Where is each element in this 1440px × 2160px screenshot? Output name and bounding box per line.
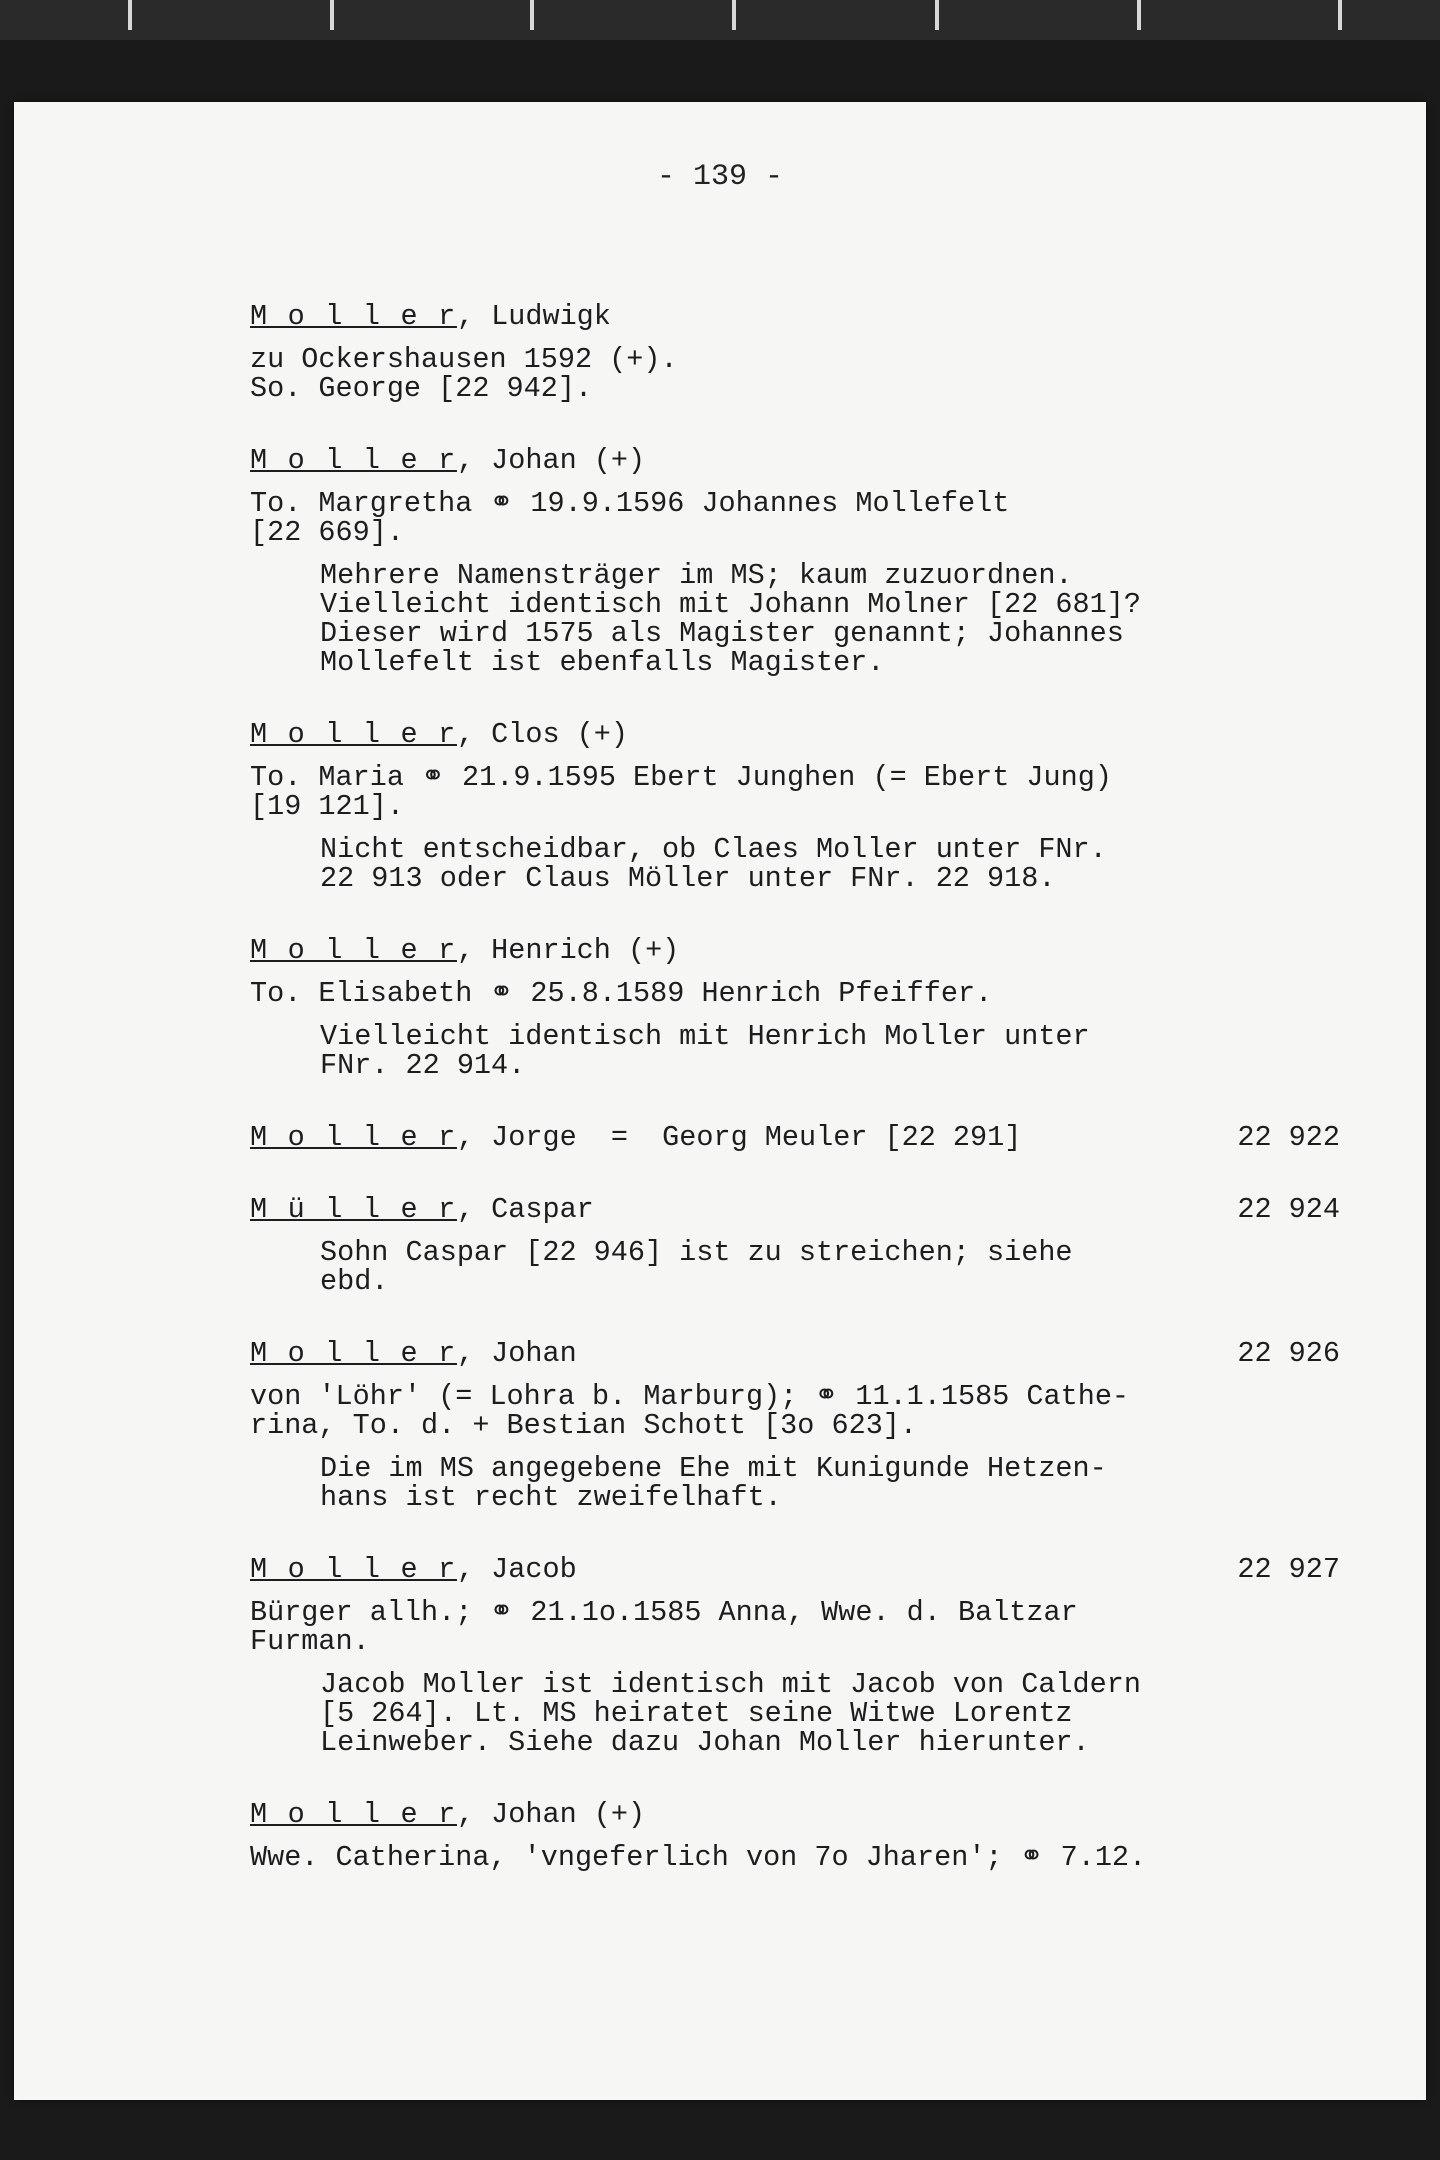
entry-given-name: , Johan (+): [456, 444, 646, 477]
entry-given-name: , Clos (+): [456, 718, 628, 751]
entry-note: [250, 561, 1360, 677]
entry-details: [250, 1382, 1360, 1440]
detail-line: Bürger allh.; ⚭ 21.1o.1585 Anna, Wwe. d. Baltzar: [250, 1596, 1078, 1629]
entry-surname: M o l l e r: [250, 718, 457, 751]
entry-note: [250, 1670, 1360, 1757]
detail-line: von 'Löhr' (= Lohra b. Marburg); ⚭ 11.1.1585 Cathe-: [250, 1380, 1130, 1413]
note-line: Vielleicht identisch mit Johann Molner [22 681]?: [320, 588, 1141, 621]
entry-details: [250, 979, 1360, 1008]
detail-line: To. Maria ⚭ 21.9.1595 Ebert Junghen (= Ebert Jung): [250, 761, 1112, 794]
entry-heading: [250, 1195, 1360, 1224]
ruler-tick: [935, 0, 939, 30]
entry-heading: [250, 1339, 1360, 1368]
page-number: - 139 -: [656, 160, 784, 194]
ruler-tick: [128, 0, 132, 30]
detail-line: Furman.: [250, 1625, 370, 1658]
detail-line: To. Margretha ⚭ 19.9.1596 Johannes Mollefelt: [250, 487, 1010, 520]
note-line: Nicht entscheidbar, ob Claes Moller unter FNr.: [320, 833, 1107, 866]
note-line: Die im MS angegebene Ehe mit Kunigunde Hetzen-: [320, 1452, 1107, 1485]
note-line: Jacob Moller ist identisch mit Jacob von Caldern: [320, 1668, 1141, 1701]
detail-line: So. George [22 942].: [250, 372, 593, 405]
entry-surname: M ü l l e r: [250, 1193, 457, 1226]
entry-list: [250, 302, 1360, 1915]
note-line: [5 264]. Lt. MS heiratet seine Witwe Lorentz: [320, 1697, 1073, 1730]
entry-heading: [250, 720, 1360, 749]
scan-top-strip: [0, 0, 1440, 40]
detail-line: [19 121].: [250, 790, 404, 823]
detail-line: rina, To. d. + Bestian Schott [3o 623].: [250, 1409, 918, 1442]
detail-line: To. Elisabeth ⚭ 25.8.1589 Henrich Pfeiffer.: [250, 977, 993, 1010]
entry-note: [250, 1022, 1360, 1080]
entry: [250, 1123, 1360, 1152]
detail-line: [22 669].: [250, 516, 404, 549]
entry-details: [250, 763, 1360, 821]
entry-ref-number: 22 922: [1237, 1121, 1340, 1154]
entry: [250, 1800, 1360, 1872]
entry-given-name: , Henrich (+): [456, 934, 680, 967]
detail-line: zu Ockershausen 1592 (+).: [250, 343, 678, 376]
ruler-tick: [732, 0, 736, 30]
note-line: ebd.: [320, 1265, 389, 1298]
entry-details: [250, 489, 1360, 547]
note-line: Vielleicht identisch mit Henrich Moller unter: [320, 1020, 1090, 1053]
entry-details: [250, 1843, 1360, 1872]
entry-surname: M o l l e r: [250, 1121, 457, 1154]
note-line: FNr. 22 914.: [320, 1049, 526, 1082]
document-page: [14, 102, 1426, 2100]
entry-heading: [250, 302, 1360, 331]
entry-given-name: , Jorge = Georg Meuler [22 291]: [456, 1121, 1022, 1154]
entry-surname: M o l l e r: [250, 300, 457, 333]
entry: [250, 720, 1360, 893]
entry-given-name: , Johan: [456, 1337, 577, 1370]
entry-details: [250, 345, 1360, 403]
entry-heading: [250, 936, 1360, 965]
ruler-tick: [530, 0, 534, 30]
ruler-tick: [1338, 0, 1342, 30]
note-line: Leinweber. Siehe dazu Johan Moller hierunter.: [320, 1726, 1090, 1759]
note-line: Dieser wird 1575 als Magister genannt; Johannes: [320, 617, 1124, 650]
note-line: Mollefelt ist ebenfalls Magister.: [320, 646, 885, 679]
entry: [250, 302, 1360, 403]
entry: [250, 1195, 1360, 1296]
entry-given-name: , Ludwigk: [456, 300, 611, 333]
note-line: hans ist recht zweifelhaft.: [320, 1481, 782, 1514]
entry-ref-number: 22 927: [1237, 1553, 1340, 1586]
entry-note: [250, 1454, 1360, 1512]
entry: [250, 1555, 1360, 1757]
entry: [250, 446, 1360, 677]
note-line: Sohn Caspar [22 946] ist zu streichen; siehe: [320, 1236, 1073, 1269]
entry-heading: [250, 1555, 1360, 1584]
ruler-tick: [1137, 0, 1141, 30]
entry-given-name: , Johan (+): [456, 1798, 646, 1831]
entry-note: [250, 1238, 1360, 1296]
entry-note: [250, 835, 1360, 893]
entry-surname: M o l l e r: [250, 444, 457, 477]
entry-given-name: , Jacob: [456, 1553, 577, 1586]
entry-heading: [250, 1123, 1360, 1152]
detail-line: Wwe. Catherina, 'vngeferlich von 7o Jharen'; ⚭ 7.12.: [250, 1841, 1147, 1874]
entry-ref-number: 22 924: [1237, 1193, 1340, 1226]
entry-surname: M o l l e r: [250, 1553, 457, 1586]
note-line: 22 913 oder Claus Möller unter FNr. 22 918.: [320, 862, 1056, 895]
entry-surname: M o l l e r: [250, 1798, 457, 1831]
entry: [250, 1339, 1360, 1512]
entry: [250, 936, 1360, 1080]
ruler-tick: [330, 0, 334, 30]
entry-surname: M o l l e r: [250, 934, 457, 967]
entry-surname: M o l l e r: [250, 1337, 457, 1370]
entry-given-name: , Caspar: [456, 1193, 594, 1226]
entry-heading: [250, 446, 1360, 475]
note-line: Mehrere Namensträger im MS; kaum zuzuordnen.: [320, 559, 1073, 592]
entry-ref-number: 22 926: [1237, 1337, 1340, 1370]
entry-details: [250, 1598, 1360, 1656]
entry-heading: [250, 1800, 1360, 1829]
